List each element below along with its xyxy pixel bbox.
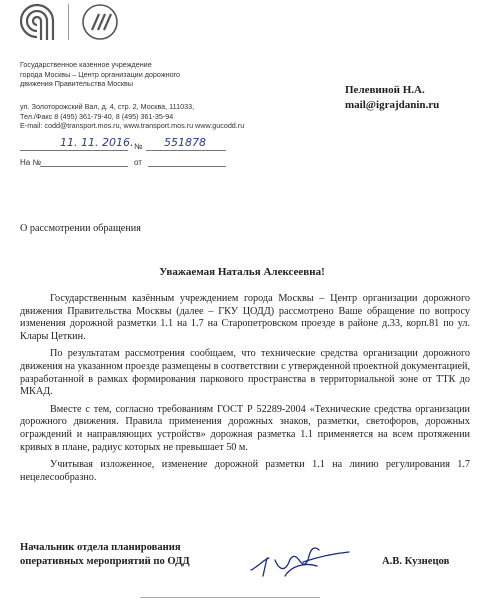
handwritten-signature (245, 536, 355, 584)
letter-body (20, 293, 470, 484)
number-line (146, 150, 226, 151)
signer-title-line-2: оперативных мероприятий по ОДД (20, 556, 190, 567)
org-phone: Тел./Факс 8 (495) 361-79-40, 8 (495) 361-35-94 (20, 111, 174, 121)
subject-line: О рассмотрении обращения (20, 223, 141, 234)
paragraph-1: Государственным казённым учреждением города Москвы – Центр организации дорожного движения Правительства Москвы (далее – ГКУ ЦОДД) рассмотрено Ваше обращение по вопросу изменения дорожной разметки 1.1 на 1.7 на Старопетровском проезде в районе д.33, корп.81 по ул. Клары Цеткин. (20, 293, 470, 342)
registration-number-label: № (134, 142, 143, 151)
signer-title (20, 541, 250, 569)
paragraph-2: По результатам рассмотрения сообщаем, что технические средства организации дорожного движения на указанном проезде размещены в соответствии с утвержденной проектной документацией, разработанной в рамках формирования паркового пространства в территориальной зоне от ТТК до МКАД. (20, 348, 470, 398)
ref-from-line (148, 166, 226, 167)
gku-codd-logo (18, 2, 56, 42)
date-line (20, 150, 128, 151)
org-contacts (20, 102, 290, 131)
ref-from-label: от (134, 158, 142, 167)
org-web: E-mail: codd@transport.mos.ru, www.transport.mos.ru www.gucodd.ru (20, 121, 245, 131)
recipient-name: Пелевиной Н.А. (345, 84, 425, 96)
org-address: ул. Золоторожский Вал, д. 4, стр. 2, Москва, 111033, (20, 102, 195, 111)
ref-number-label: На № (20, 158, 42, 167)
org-name-line-1: Государственное казенное учреждение (20, 60, 152, 69)
logo-divider (68, 4, 69, 40)
org-name-line-2: города Москвы – Центр организации дорожного (20, 69, 181, 79)
registration-date: 11. 11. 2016. (60, 136, 134, 149)
registration-number: 551878 (164, 136, 206, 149)
recipient-email: mail@igrajdanin.ru (345, 99, 440, 111)
salutation: Уважаемая Наталья Алексеевна! (159, 266, 325, 278)
recipient-block (345, 83, 480, 113)
signer-title-line-1: Начальник отдела планирования (20, 542, 181, 553)
paragraph-3: Вместе с тем, согласно требованиям ГОСТ Р 52289-2004 «Технические средства организации дорожного движения. Правила применения дорожных знаков, разметки, светофоров, дорожных ограждений и направляющих устройств» дорожная разметка 1.1 применяется на всем протяжении кривых в плане, радиус которых не превышает 50 м. (20, 403, 470, 453)
ref-number-line (40, 166, 128, 167)
org-name-line-3: движения Правительства Москвы (20, 79, 134, 89)
paragraph-4: Учитывая изложенное, изменение дорожной разметки 1.1 на линию регулирования 1.7 нецелесообразно. (20, 459, 470, 483)
signer-name: А.В. Кузнецов (382, 556, 450, 567)
org-header (20, 60, 290, 89)
bottom-edge-line (140, 597, 320, 598)
moscow-transport-logo (80, 2, 120, 42)
